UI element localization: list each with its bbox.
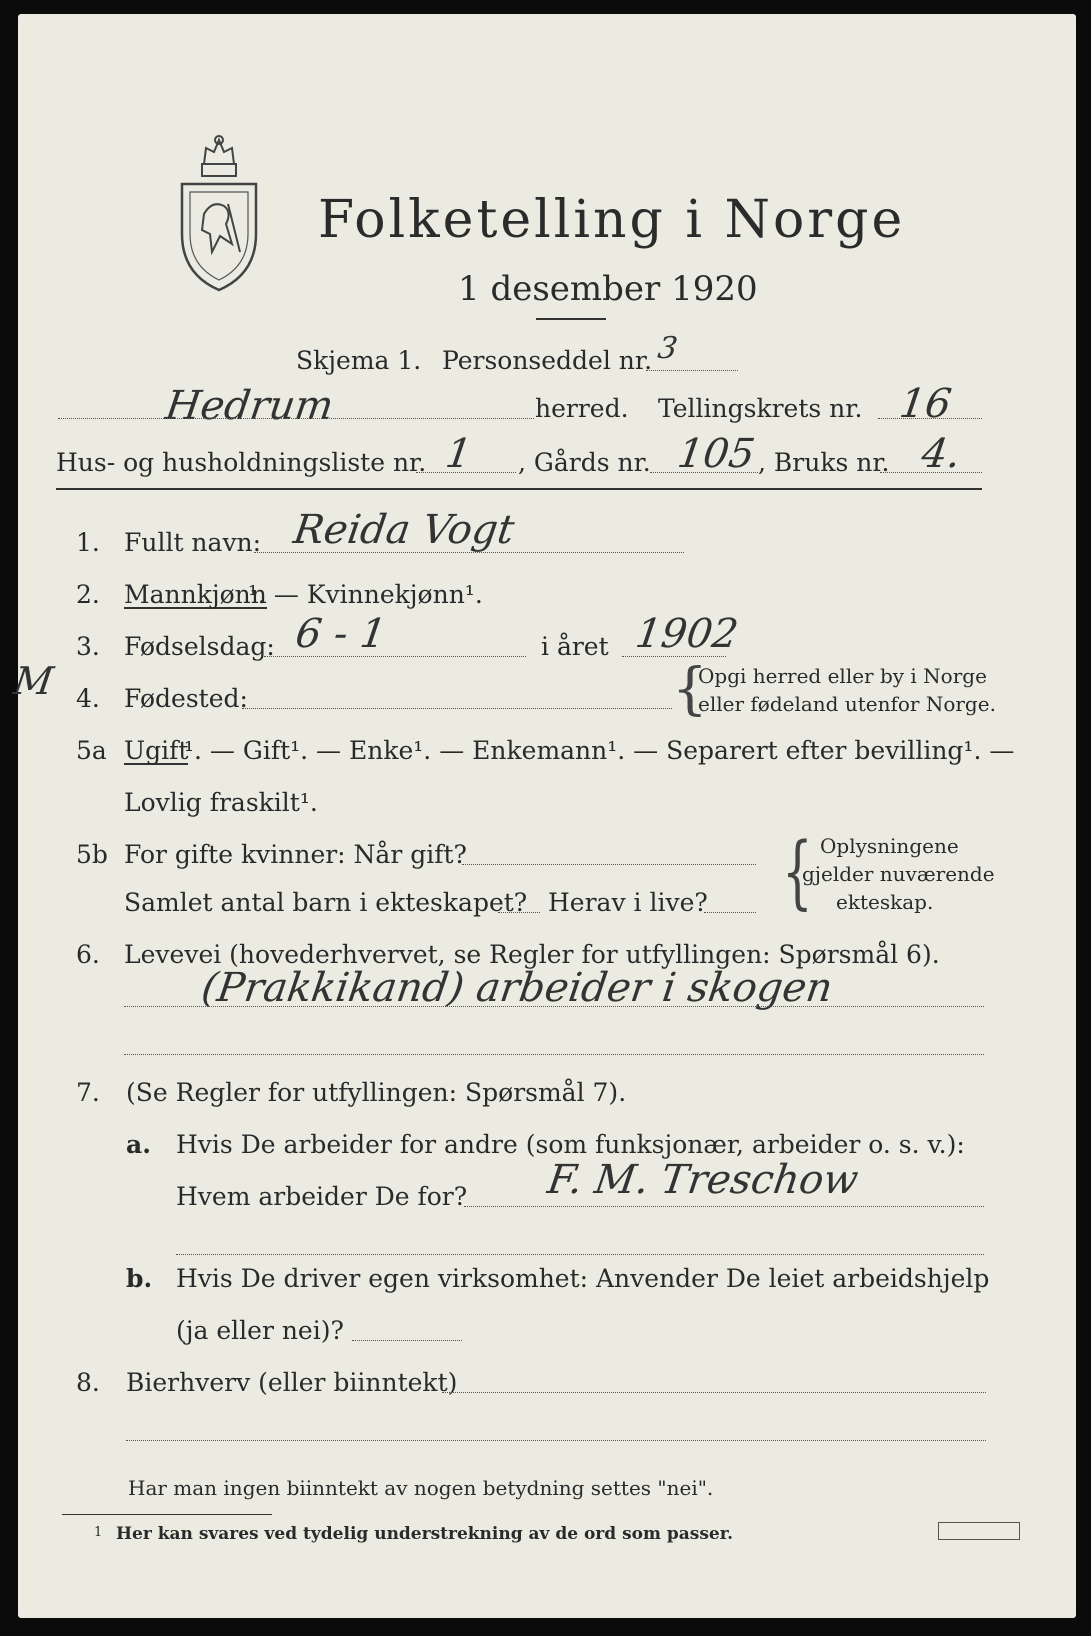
married-when-line — [462, 864, 756, 865]
children-alive-line — [704, 912, 756, 913]
q4-number: 4. — [76, 684, 100, 713]
side-income-line — [442, 1392, 986, 1393]
full-name-line — [254, 552, 684, 553]
personseddel-value[interactable]: 3 — [655, 331, 680, 366]
q8-label: Bierhverv (eller biinntekt) — [126, 1368, 458, 1397]
q5a-number: 5a — [76, 736, 107, 765]
gards-label: , Gårds nr. — [518, 448, 651, 477]
hired-help-line — [352, 1340, 462, 1341]
q5b-note-2: gjelder nuværende — [802, 862, 995, 886]
male-option[interactable]: Mannkjønn — [124, 580, 267, 609]
q3-label: Fødselsdag: — [124, 632, 275, 661]
q1-label: Fullt navn: — [124, 528, 262, 557]
birth-year-value[interactable]: 1902 — [632, 611, 742, 657]
employer-label: Hvem arbeider De for? — [176, 1182, 468, 1211]
no-income-note: Har man ingen biinntekt av nogen betydning settes "nei". — [128, 1476, 714, 1500]
q6-label: Levevei (hovederhvervet, se Regler for utfyllingen: Spørsmål 6). — [124, 940, 940, 969]
header-rule — [56, 488, 982, 490]
occupation-value[interactable]: (Prakkikand) arbeider i skogen — [198, 965, 836, 1011]
married-when-label: For gifte kvinner: Når gift? — [124, 840, 467, 869]
birthplace-line — [242, 708, 672, 709]
birthdate-line — [264, 656, 526, 657]
footnote-mark: 1 — [94, 1525, 103, 1540]
q6-number: 6. — [76, 940, 100, 969]
gards-line — [650, 472, 758, 473]
full-name-value[interactable]: Reida Vogt — [290, 507, 517, 553]
employer-line — [464, 1206, 984, 1207]
herred-value[interactable]: Hedrum — [162, 383, 337, 429]
q5b-note-1: Oplysningene — [820, 834, 959, 858]
q1-number: 1. — [76, 528, 100, 557]
census-form-page — [10, 14, 1076, 1618]
q4-label: Fødested: — [124, 684, 248, 713]
q5b-note-3: ekteskap. — [836, 890, 934, 914]
q3-number: 3. — [76, 632, 100, 661]
q7b-label: Hvis De driver egen virksomhet: Anvender De leiet arbeidshjelp — [176, 1264, 990, 1293]
personseddel-line — [646, 370, 738, 371]
schema-label: Skjema 1. — [296, 346, 422, 375]
q8-number: 8. — [76, 1368, 100, 1397]
census-date: 1 desember 1920 — [458, 269, 758, 309]
footnote-text: Her kan svares ved tydelig understrekning av de ord som passer. — [116, 1524, 734, 1544]
year-label: i året — [541, 632, 609, 661]
norway-coat-of-arms-icon — [176, 134, 262, 294]
tellingskrets-line — [878, 418, 982, 419]
gards-value[interactable]: 105 — [674, 431, 758, 477]
bruks-value[interactable]: 4. — [918, 431, 964, 477]
q7a-marker: a. — [126, 1130, 151, 1159]
hus-label: Hus- og husholdningsliste nr. — [56, 448, 427, 477]
tellingskrets-value[interactable]: 16 — [896, 381, 955, 427]
side-income-line-2 — [126, 1440, 986, 1441]
hus-line — [416, 472, 516, 473]
q4-note-1: Opgi herred eller by i Norge — [698, 664, 987, 688]
bruks-line — [880, 472, 982, 473]
marital-options: ¹. — Gift¹. — Enke¹. — Enkemann¹. — Separert efter bevilling¹. — — [184, 736, 1015, 765]
tellingskrets-label: Tellingskrets nr. — [658, 394, 863, 423]
female-option: ¹. — Kvinnekjønn¹. — [248, 580, 483, 609]
margin-mark: M — [10, 659, 57, 703]
personseddel-label: Personseddel nr. — [442, 346, 653, 375]
q4-note-2: eller fødeland utenfor Norge. — [698, 692, 996, 716]
herred-line — [58, 418, 534, 419]
footnote-rule — [62, 1514, 272, 1515]
form-title: Folketelling i Norge — [318, 190, 906, 250]
unmarried-option[interactable]: Ugift — [124, 736, 189, 765]
hus-value[interactable]: 1 — [442, 431, 475, 477]
children-count-label: Samlet antal barn i ekteskapet? — [124, 888, 528, 917]
q7b-marker: b. — [126, 1264, 153, 1293]
herred-label: herred. — [535, 394, 629, 423]
bruks-label: , Bruks nr. — [758, 448, 890, 477]
printer-stamp — [938, 1522, 1020, 1540]
q5b-number: 5b — [76, 840, 108, 869]
q4-brace: { — [672, 657, 708, 722]
q5b-brace: { — [782, 825, 813, 918]
employer-line-2 — [176, 1254, 984, 1255]
title-divider — [536, 318, 606, 320]
occupation-line-2 — [124, 1054, 984, 1055]
children-count-line — [498, 912, 540, 913]
children-alive-label: Herav i live? — [548, 888, 708, 917]
q2-number: 2. — [76, 580, 100, 609]
divorced-option: Lovlig fraskilt¹. — [124, 788, 318, 817]
birthdate-value[interactable]: 6 - 1 — [292, 611, 390, 657]
occupation-line-1 — [124, 1006, 984, 1007]
q7-label: (Se Regler for utfyllingen: Spørsmål 7). — [126, 1078, 627, 1107]
employer-value[interactable]: F. M. Treschow — [544, 1157, 862, 1203]
q7a-label: Hvis De arbeider for andre (som funksjonær, arbeider o. s. v.): — [176, 1130, 965, 1159]
q7-number: 7. — [76, 1078, 100, 1107]
hired-help-label: (ja eller nei)? — [176, 1316, 344, 1345]
